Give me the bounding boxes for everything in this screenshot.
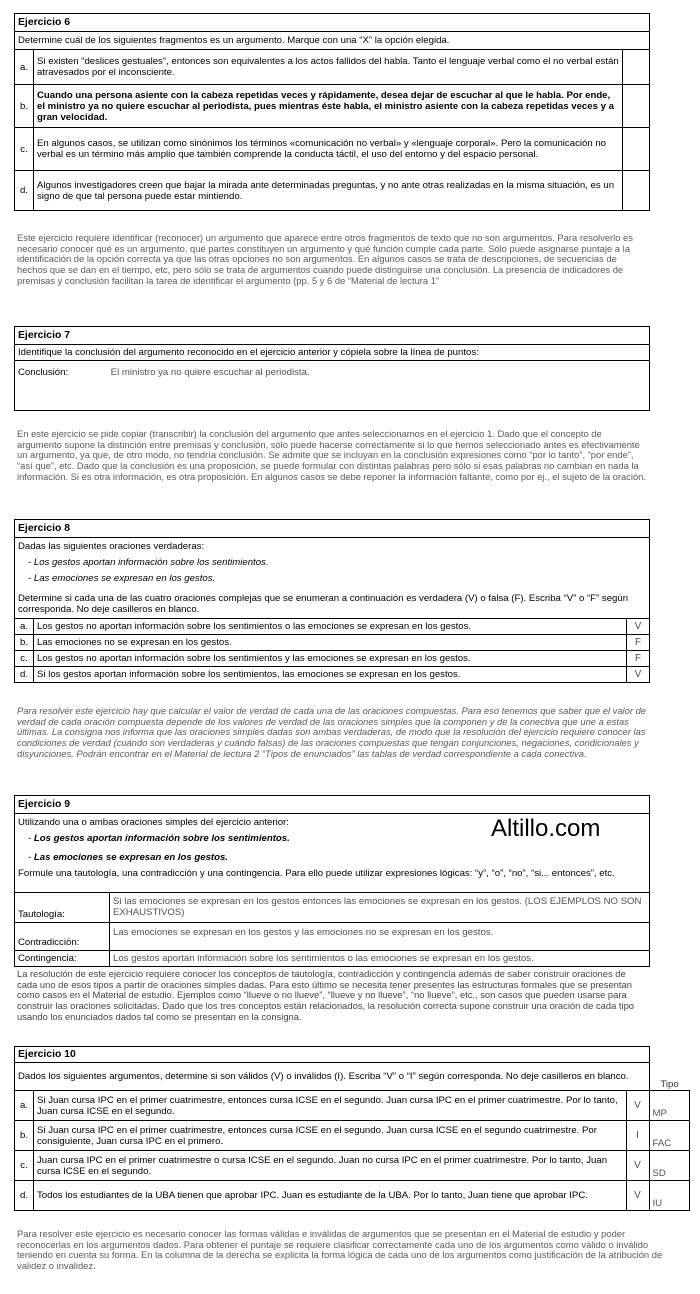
option-label: c. bbox=[15, 128, 34, 171]
answer-cell[interactable]: F bbox=[627, 651, 650, 667]
row-text: Si Juan cursa IPC en el primer cuatrimestre, entonces cursa ICSE en el segundo. Juan cursa ICSE en el segundo cuatrimestre. Por consiguiente, Juan cursa IPC en el primero. bbox=[34, 1121, 627, 1151]
option-text: Si existen “deslices gestuales”, entonces son equivalentes a los actos fallidos del habla. Tanto el lenguaje verbal como el no verbal están atravesados por el inconsciente. bbox=[34, 50, 623, 85]
exercise-title: Ejercicio 8 bbox=[15, 520, 650, 538]
answer-cell[interactable]: V bbox=[626, 1091, 649, 1121]
exercise-statement bbox=[15, 538, 650, 619]
explanation-9: La resolución de este ejercicio requiere conocer los conceptos de tautología, contradicción y contingencia además de saber construir oraciones de cada uno de esos tipos a partir de oraciones simples dadas. Para esto último se necesita tener presentes las estructuras formales que se presentan como casos en el Material de estudio. Ejemplos como “llueve o no llueve”, “llueve y no llueve”, “no llueve”, etc., son casos que pueden usarse para construir las oraciones solicitadas. Dado que los tres conceptos están relacionados, la resolución correcta supone construir una oración de cada tipo usando los enunciados dados tal como se presentan en la consigna. bbox=[17, 968, 635, 1022]
exercise-instruction: Dados los siguientes argumentos, determine si son válidos (V) o inválidos (I). Escriba “V” o “I” según corresponda. No deje casilleros en blanco. bbox=[15, 1063, 650, 1091]
answer-cell[interactable] bbox=[623, 85, 650, 128]
row-label: d. bbox=[15, 1181, 34, 1211]
row-text: Todos los estudiantes de la UBA tienen que aprobar IPC. Juan es estudiante de la UBA. Por lo tanto, Juan tiene que aprobar IPC. bbox=[34, 1181, 627, 1211]
bullet-item: - Las emociones se expresan en los gestos. bbox=[28, 852, 228, 863]
exercise-instruction: Formule una tautología, una contradicción y una contingencia. Para ello puede utilizar expresiones lógicas: “y”, “o”, “no”, “si... entonces”, etc. bbox=[18, 868, 615, 879]
exercise-instruction: Determine si cada una de las cuatro oraciones complejas que se enumeran a continuación es verdadera (V) o falsa (F). Escriba “V” o “F” según corresponda. No deje casilleros en blanco. bbox=[18, 593, 629, 615]
bullet-text: Las emociones se expresan en los gestos. bbox=[33, 852, 228, 863]
explanation-8: Para resolver este ejercicio hay que calcular el valor de verdad de cada una de las oraciones compuestas. Para eso tenemos que saber que el valor de verdad de cada oración compuesta depende de los valores de verdad de las oraciones simples que la componen y de la conectiva que une a estas últimas. La consigna nos informa que las oraciones simples dadas son ambas verdaderas, de modo que la resolución del ejercicio requiere conocer las condiciones de verdad (cuándo son verdaderas y cuándo falsas) de las oraciones compuestas que tengan conjunciones, negaciones, condicionales y disyunciones. Podrán encontrar en el Material de lectura 2 “Tipos de enunciados” las tablas de verdad correspondiente a cada conectiva. bbox=[17, 705, 647, 759]
conclusion-cell bbox=[15, 361, 650, 411]
option-label: b. bbox=[15, 85, 34, 128]
option-label: d. bbox=[15, 171, 34, 211]
answer-cell[interactable] bbox=[623, 128, 650, 171]
row-label: c. bbox=[15, 651, 34, 667]
bullet-text: Los gestos aportan información sobre los sentimientos. bbox=[33, 833, 290, 844]
exercise-title: Ejercicio 6 bbox=[15, 14, 650, 32]
row-label: c. bbox=[15, 1151, 34, 1181]
tipo-cell: SD bbox=[649, 1151, 690, 1181]
bullet-item: - Los gestos aportan información sobre los sentimientos. bbox=[28, 833, 290, 844]
row-text: Las emociones no se expresan en los gestos. bbox=[34, 635, 627, 651]
answer-row bbox=[15, 923, 650, 951]
option-text: Cuando una persona asiente con la cabeza repetidas veces y rápidamente, desea dejar de escuchar al que le habla. Por ende, el ministro ya no quiere escuchar al periodista, pues mientras éste habla, el ministro asiente con la cabeza repetidas veces y a gran velocidad. bbox=[34, 85, 623, 128]
tipo-cell: FAC bbox=[649, 1121, 690, 1151]
answer-row bbox=[15, 635, 650, 651]
row-label: a. bbox=[15, 619, 34, 635]
tipo-cell: IU bbox=[649, 1181, 690, 1211]
row-label: Tautología: bbox=[15, 893, 110, 923]
explanation-10: Para resolver este ejercicio es necesario conocer las formas válidas e inválidas de argumentos que se presentan en el Material de estudio y poder reconocerlas en los argumentos dados. Para obtener el puntaje se requiere clasificar correctamente cada uno de los argumentos como válido o inválido teniendo en cuenta su forma. En la columna de la derecha se explicita la forma lógica de cada uno de los argumentos como justificación de la atribución de validez o invalidez. bbox=[17, 1228, 663, 1272]
tipo-header: Tipo bbox=[649, 1063, 690, 1091]
exercise-instruction: Identifique la conclusión del argumento reconocido en el ejercicio anterior y cópiela sobre la línea de puntos: bbox=[15, 345, 650, 361]
ejercicio-6-table bbox=[14, 13, 650, 211]
exercise-title: Ejercicio 7 bbox=[15, 327, 650, 345]
row-label: a. bbox=[15, 1091, 34, 1121]
answer-cell[interactable]: V bbox=[626, 1151, 649, 1181]
answer-row bbox=[15, 1151, 690, 1181]
exercise-intro: Dadas las siguientes oraciones verdaderas: bbox=[18, 541, 205, 552]
explanation-6: Este ejercicio requiere identificar (reconocer) un argumento que aparece entre otros fragmentos de texto que no son argumentos. Para resolverlo es necesario conocer qué es un argumento, qué partes constituyen un argumento y qué función cumple cada parte. Sólo puede asignarse puntaje a la identificación de la opción correcta ya que las otras opciones no son argumentos. En algunos casos se trata de descripciones, de secuencias de hechos que se dan en el tiempo, etc, pero sólo se trata de argumentos cuando puede distinguirse una conclusión. La presencia de indicadores de premisas y conclusión facilitan la tarea de identificar el argumento (pp. 5 y 6 de “Material de lectura 1” bbox=[17, 232, 633, 286]
row-text: Los gestos no aportan información sobre los sentimientos o las emociones se expresan en los gestos. bbox=[34, 619, 627, 635]
answer-cell[interactable]: I bbox=[626, 1121, 649, 1151]
conclusion-label: Conclusión: bbox=[18, 367, 69, 378]
option-row bbox=[15, 50, 650, 85]
answer-cell[interactable]: V bbox=[627, 667, 650, 683]
answer-row bbox=[15, 651, 650, 667]
tipo-cell: MP bbox=[649, 1091, 690, 1121]
watermark-text: Altillo.com bbox=[491, 815, 601, 842]
answer-row bbox=[15, 667, 650, 683]
answer-row bbox=[15, 1091, 690, 1121]
exercise-title: Ejercicio 9 bbox=[15, 796, 650, 814]
row-text: Si Juan cursa IPC en el primer cuatrimestre, entonces cursa ICSE en el segundo. Juan cursa IPC en el primer cuatrimestre. Por lo tanto, Juan cursa ICSE en el segundo. bbox=[34, 1091, 627, 1121]
answer-row bbox=[15, 951, 650, 967]
answer-cell[interactable] bbox=[623, 171, 650, 211]
exercise-intro: Utilizando una o ambas oraciones simples del ejercicio anterior: bbox=[18, 817, 289, 828]
row-text: Los gestos no aportan información sobre los sentimientos y las emociones se expresan en los gestos. bbox=[34, 651, 627, 667]
row-text: Si los gestos aportan información sobre los sentimientos, las emociones se expresan en los gestos. bbox=[34, 667, 627, 683]
exercise-title: Ejercicio 10 bbox=[15, 1047, 650, 1063]
bullet-text: Las emociones se expresan en los gestos. bbox=[33, 573, 216, 584]
ejercicio-8-table bbox=[14, 519, 650, 683]
option-text: En algunos casos, se utilizan como sinónimos los términos «comunicación no verbal» y «lenguaje corporal». Pero la comunicación no verbal es un término más amplio que también comprende la conducta táctil, el uso del entorno y del espacio personal. bbox=[34, 128, 623, 171]
option-row bbox=[15, 85, 650, 128]
bullet-item: - Las emociones se expresan en los gestos. bbox=[28, 573, 216, 584]
row-label: d. bbox=[15, 667, 34, 683]
bullet-text: Los gestos aportan información sobre los sentimientos. bbox=[33, 557, 269, 568]
answer-cell[interactable]: F bbox=[627, 635, 650, 651]
option-label: a. bbox=[15, 50, 34, 85]
option-row bbox=[15, 128, 650, 171]
ejercicio-7-table bbox=[14, 326, 650, 411]
option-text: Algunos investigadores creen que bajar la mirada ante determinadas preguntas, y no ante otras realizadas en la misma situación, es un signo de que tal persona puede estar mintiendo. bbox=[34, 171, 623, 211]
row-label: b. bbox=[15, 1121, 34, 1151]
row-text[interactable]: Las emociones se expresan en los gestos y las emociones no se expresan en los gestos. bbox=[110, 923, 650, 951]
conclusion-value[interactable]: El ministro ya no quiere escuchar al periodista. bbox=[110, 367, 310, 378]
answer-row bbox=[15, 619, 650, 635]
row-label: Contingencia: bbox=[15, 951, 110, 967]
row-text[interactable]: Si las emociones se expresan en los gestos entonces las emociones se expresan en los gestos. (LOS EJEMPLOS NO SON EXHAUSTIVOS) bbox=[110, 893, 650, 923]
exercise-instruction: Determine cuál de los siguientes fragmentos es un argumento. Marque con una “X” la opción elegida. bbox=[15, 32, 650, 50]
ejercicio-10-table bbox=[14, 1046, 690, 1211]
row-label: b. bbox=[15, 635, 34, 651]
row-text[interactable]: Los gestos aportan información sobre los sentimientos o las emociones se expresan en los gestos. bbox=[110, 951, 650, 967]
explanation-7: En este ejercicio se pide copiar (transcribir) la conclusión del argumento que antes seleccionamos en el ejercicio 1. Dado que el concepto de argumento supone la distinción entre premisas y conclusión, sólo puede hacerse correctamente si lo que hemos seleccionado antes es efectivamente un argumento, ya que, de otro modo, no tendría conclusión. Se admite que se incluyan en la conclusión expresiones como “por lo tanto”, “por ende”, “así que”, etc. Dado que la conclusión es una proposición, se puede formular con distintas palabras pero sólo si esas palabras no cambian en nada la información. Si es otra información, es otra proposición. En algunos casos se debe reponer la información faltante, como por ej., el sujeto de la oración. bbox=[17, 428, 646, 482]
row-label: Contradicción: bbox=[15, 923, 110, 951]
answer-row bbox=[15, 893, 650, 923]
answer-cell[interactable]: V bbox=[627, 619, 650, 635]
option-row bbox=[15, 171, 650, 211]
answer-cell[interactable] bbox=[623, 50, 650, 85]
answer-row bbox=[15, 1181, 690, 1211]
answer-cell[interactable]: V bbox=[626, 1181, 649, 1211]
answer-row bbox=[15, 1121, 690, 1151]
row-text: Juan cursa IPC en el primer cuatrimestre o cursa ICSE en el segundo. Juan no cursa IPC en el primer cuatrimestre. Por lo tanto, Juan cursa ICSE en el segundo. bbox=[34, 1151, 627, 1181]
bullet-item: - Los gestos aportan información sobre los sentimientos. bbox=[28, 557, 269, 568]
